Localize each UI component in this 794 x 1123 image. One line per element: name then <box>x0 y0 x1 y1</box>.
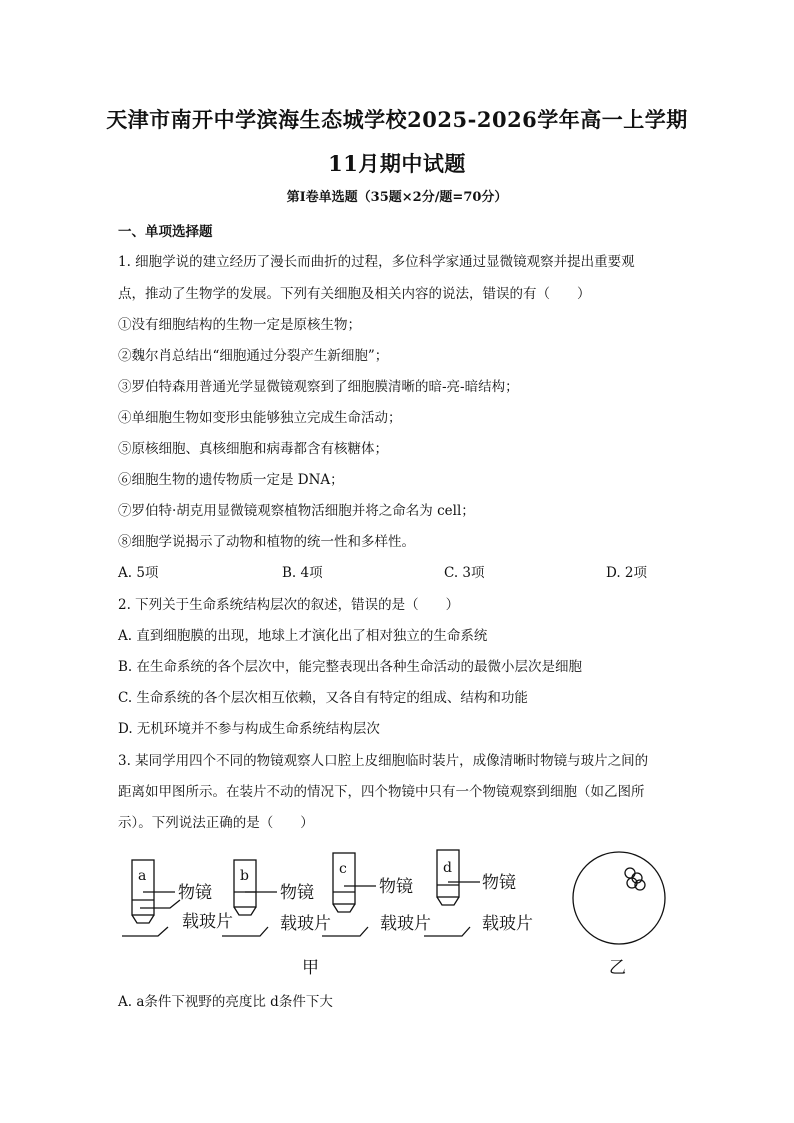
q1-statement-4: ④单细胞生物如变形虫能够独立完成生命活动； <box>118 410 402 426</box>
q1-statement-7: ⑦罗伯特·胡克用显微镜观察植物活细胞并将之命名为 cell； <box>118 503 475 519</box>
q1-option-c: C. 3项 <box>444 565 485 581</box>
lens-label-c: c <box>339 861 347 877</box>
q1-statement-8: ⑧细胞学说揭示了动物和植物的统一性和多样性。 <box>118 534 415 550</box>
q2-stem: 2. 下列关于生命系统结构层次的叙述，错误的是（ ） <box>118 597 460 613</box>
q1-statement-2: ②魏尔肖总结出“细胞通过分裂产生新细胞”； <box>118 348 389 364</box>
q1-statement-1: ①没有细胞结构的生物一定是原核生物； <box>118 317 361 333</box>
slide-label-b: 载玻片 <box>280 914 331 934</box>
objective-label-d: 物镜 <box>482 873 516 893</box>
q1-option-d: D. 2项 <box>606 565 648 581</box>
q3-stem-line1: 3. 某同学用四个不同的物镜观察人口腔上皮细胞临时装片，成像清晰时物镜与玻片之间的 <box>118 753 649 769</box>
objective-lens-a <box>122 860 180 936</box>
q2-option-a: A. 直到细胞膜的出现，地球上才演化出了相对独立的生命系统 <box>118 628 488 644</box>
document-title-line1: 天津市南开中学滨海生态城学校2025-2026学年高一上学期 <box>106 107 688 132</box>
objective-label-c: 物镜 <box>379 877 413 897</box>
lens-label-a: a <box>138 868 147 884</box>
q1-stem-line2: 点，推动了生物学的发展。下列有关细胞及相关内容的说法，错误的有（ ） <box>118 286 591 302</box>
q2-option-b: B. 在生命系统的各个层次中，能完整表现出各种生命活动的最微小层次是细胞 <box>118 659 583 675</box>
q3-option-a: A. a条件下视野的亮度比 d条件下大 <box>118 994 333 1010</box>
slide-label-c: 载玻片 <box>380 914 431 934</box>
section-heading: 一、单项选择题 <box>118 224 213 240</box>
slide-label-a: 载玻片 <box>182 912 233 932</box>
slide-label-d: 载玻片 <box>482 914 533 934</box>
q3-figure <box>0 830 794 990</box>
q1-statement-5: ⑤原核细胞、真核细胞和病毒都含有核糖体； <box>118 441 388 457</box>
figure-caption-jia: 甲 <box>302 958 319 978</box>
q2-option-c: C. 生命系统的各个层次相互依赖，又各自有特定的组成、结构和功能 <box>118 690 528 706</box>
q1-statement-6: ⑥细胞生物的遗传物质一定是 DNA； <box>118 472 344 488</box>
q1-statement-3: ③罗伯特森用普通光学显微镜观察到了细胞膜清晰的暗-亮-暗结构； <box>118 379 519 395</box>
q3-stem-line3: 示）。下列说法正确的是（ ） <box>118 815 314 831</box>
figure-caption-yi: 乙 <box>609 958 626 978</box>
q1-stem-line1: 1. 细胞学说的建立经历了漫长而曲折的过程，多位科学家通过显微镜观察并提出重要观 <box>118 254 635 270</box>
lens-label-b: b <box>240 868 249 884</box>
q1-option-a: A. 5项 <box>118 565 159 581</box>
q3-stem-line2: 距离如甲图所示。在装片不动的情况下，四个物镜中只有一个物镜观察到细胞（如乙图所 <box>118 784 645 800</box>
objective-label-b: 物镜 <box>280 883 314 903</box>
document-title-line2: 11月期中试题 <box>328 151 466 176</box>
cell-1 <box>625 868 635 878</box>
lens-label-d: d <box>443 860 452 876</box>
q2-option-d: D. 无机环境并不参与构成生命系统结构层次 <box>118 721 380 737</box>
objective-label-a: 物镜 <box>178 883 212 903</box>
q1-option-b: B. 4项 <box>282 565 323 581</box>
section-subtitle: 第Ⅰ卷单选题（35题×2分/题=70分） <box>286 190 508 205</box>
field-of-view-circle <box>573 852 665 944</box>
objective-lens-d <box>424 850 480 936</box>
